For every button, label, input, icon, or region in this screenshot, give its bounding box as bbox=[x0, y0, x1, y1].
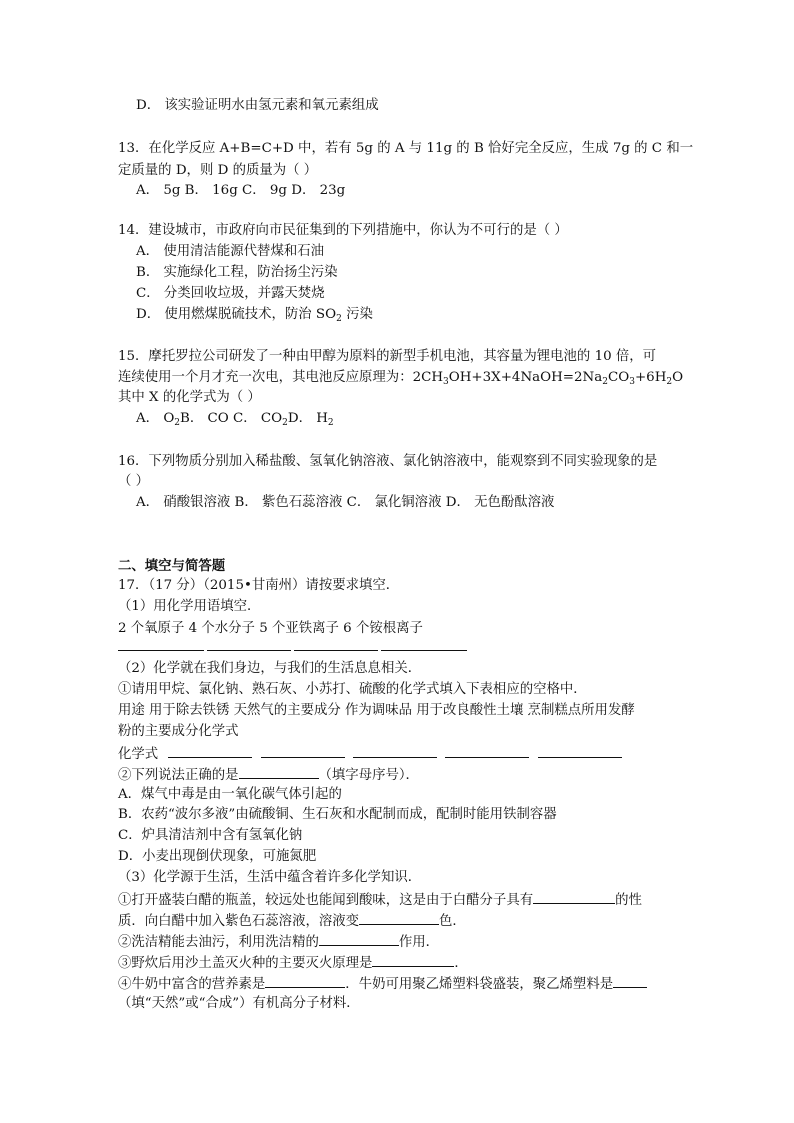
answer-blank[interactable] bbox=[168, 744, 252, 758]
q14-option-a: A． 使用清洁能源代替煤和石油 bbox=[136, 244, 325, 259]
q14-option-d: D． 使用燃煤脱硫技术，防治 $SO_2$ 污染 bbox=[136, 307, 373, 324]
answer-blank[interactable] bbox=[294, 650, 378, 651]
q17-part2-q2: ②下列说法正确的是 （填字母序号）． bbox=[118, 765, 419, 785]
q17-part1-items: 2 个氧原子 4 个水分子 5 个亚铁离子 6 个铵根离子 bbox=[118, 621, 423, 636]
answer-blank[interactable] bbox=[353, 744, 437, 758]
q17-part3-q4b: （填“天然”或“合成”）有机高分子材料． bbox=[118, 996, 360, 1011]
formula-label: 化学式 bbox=[118, 747, 159, 762]
answer-blank[interactable] bbox=[613, 974, 647, 988]
q17-usage-line1: 用途 用于除去铁锈 天然气的主要成分 作为调味品 用于改良酸性土壤 烹制糕点所用发酵 bbox=[118, 703, 635, 718]
q15-stem-line3: 其中 X 的化学式为（ ） bbox=[118, 390, 261, 405]
q17-part3-q1: ①打开盛装白醋的瓶盖，较远处也能闻到酸味，这是由于白醋分子具有 的性 bbox=[118, 890, 642, 910]
answer-blank[interactable] bbox=[265, 974, 345, 988]
q17-option-b: B．农药“波尔多液”由硫酸铜、生石灰和水配制而成，配制时能用铁制容器 bbox=[118, 807, 557, 822]
q12-option-d: D． 该实验证明水由氢元素和氧元素组成 bbox=[136, 98, 379, 113]
answer-blank[interactable] bbox=[533, 890, 615, 904]
q17-part2-title: （2）化学就在我们身边，与我们的生活息息相关． bbox=[118, 661, 422, 676]
q13-stem-line1: 13．在化学反应 A+B=C+D 中，若有 5g 的 A 与 11g 的 B 恰好完全反应，生成 7g 的 C 和一 bbox=[118, 141, 694, 156]
answer-blank[interactable] bbox=[372, 953, 454, 967]
q17-formula-row bbox=[118, 744, 622, 764]
q17-option-d: D．小麦出现倒伏现象，可施氮肥 bbox=[118, 849, 317, 864]
q14-stem: 14．建设城市，市政府向市民征集到的下列措施中，你认为不可行的是（ ） bbox=[118, 223, 568, 238]
q17-part3-q1b: 质．向白醋中加入紫色石蕊溶液，溶液变 色． bbox=[118, 911, 466, 931]
q16-options: A． 硝酸银溶液 B． 紫色石蕊溶液 C． 氯化铜溶液 D． 无色酚酞溶液 bbox=[136, 495, 555, 510]
q14-option-b: B． 实施绿化工程，防治扬尘污染 bbox=[136, 265, 338, 280]
q17-part1-title: （1）用化学用语填空． bbox=[118, 599, 261, 614]
answer-blank[interactable] bbox=[207, 650, 291, 651]
answer-blank[interactable] bbox=[538, 744, 622, 758]
answer-blank[interactable] bbox=[445, 744, 529, 758]
section-title: 二、填空与简答题 bbox=[118, 558, 226, 574]
answer-blank[interactable] bbox=[261, 744, 345, 758]
q17-part2-q1: ①请用甲烷、氯化钠、熟石灰、小苏打、硫酸的化学式填入下表相应的空格中． bbox=[118, 682, 587, 697]
answer-blank[interactable] bbox=[118, 650, 204, 651]
q17-part3-q2: ②洗洁精能去油污，利用洗洁精的 作用． bbox=[118, 932, 439, 952]
q17-part3-q4: ④牛奶中富含的营养素是 ．牛奶可用聚乙烯塑料袋盛装，聚乙烯塑料是 bbox=[118, 974, 647, 994]
q17-header: 17．（17 分）（2015•甘南州）请按要求填空． bbox=[118, 578, 400, 593]
q15-options: A． $O_2B$． CO C． $CO_2D$． $H_2$ bbox=[136, 411, 334, 428]
q15-stem-line2: 连续使用一个月才充一次电，其电池反应原理为：$2CH_3OH+3X+4NaOH=2Na_2CO_3+6H_2O$ bbox=[118, 370, 684, 387]
q13-options: A． 5g B． 16g C． 9g D． 23g bbox=[136, 183, 346, 198]
q14-option-c: C． 分类回收垃圾，并露天焚烧 bbox=[136, 286, 325, 301]
q17-option-a: A．煤气中毒是由一氧化碳气体引起的 bbox=[118, 787, 342, 802]
answer-blank[interactable] bbox=[319, 932, 399, 946]
q13-stem-line2: 定质量的 D，则 D 的质量为（ ） bbox=[118, 163, 318, 178]
answer-blank[interactable] bbox=[381, 650, 467, 651]
q17-option-c: C．炉具清洁剂中含有氢氧化钠 bbox=[118, 828, 303, 843]
q16-stem-line2: （ ） bbox=[118, 474, 150, 489]
q17-usage-line2: 粉的主要成分化学式 bbox=[118, 724, 239, 739]
answer-blank[interactable] bbox=[359, 911, 439, 925]
q16-stem-line1: 16．下列物质分别加入稀盐酸、氢氧化钠溶液、氯化钠溶液中，能观察到不同实验现象的是 bbox=[118, 454, 658, 469]
q15-stem-line1: 15．摩托罗拉公司研发了一种由甲醇为原料的新型手机电池，其容量为锂电池的 10 倍，可 bbox=[118, 349, 657, 364]
answer-blank[interactable] bbox=[239, 765, 319, 779]
q17-part3-q3: ③野炊后用沙土盖灭火种的主要灭火原理是 ． bbox=[118, 953, 468, 973]
q17-part3-title: （3）化学源于生活，生活中蕴含着许多化学知识． bbox=[118, 870, 422, 885]
